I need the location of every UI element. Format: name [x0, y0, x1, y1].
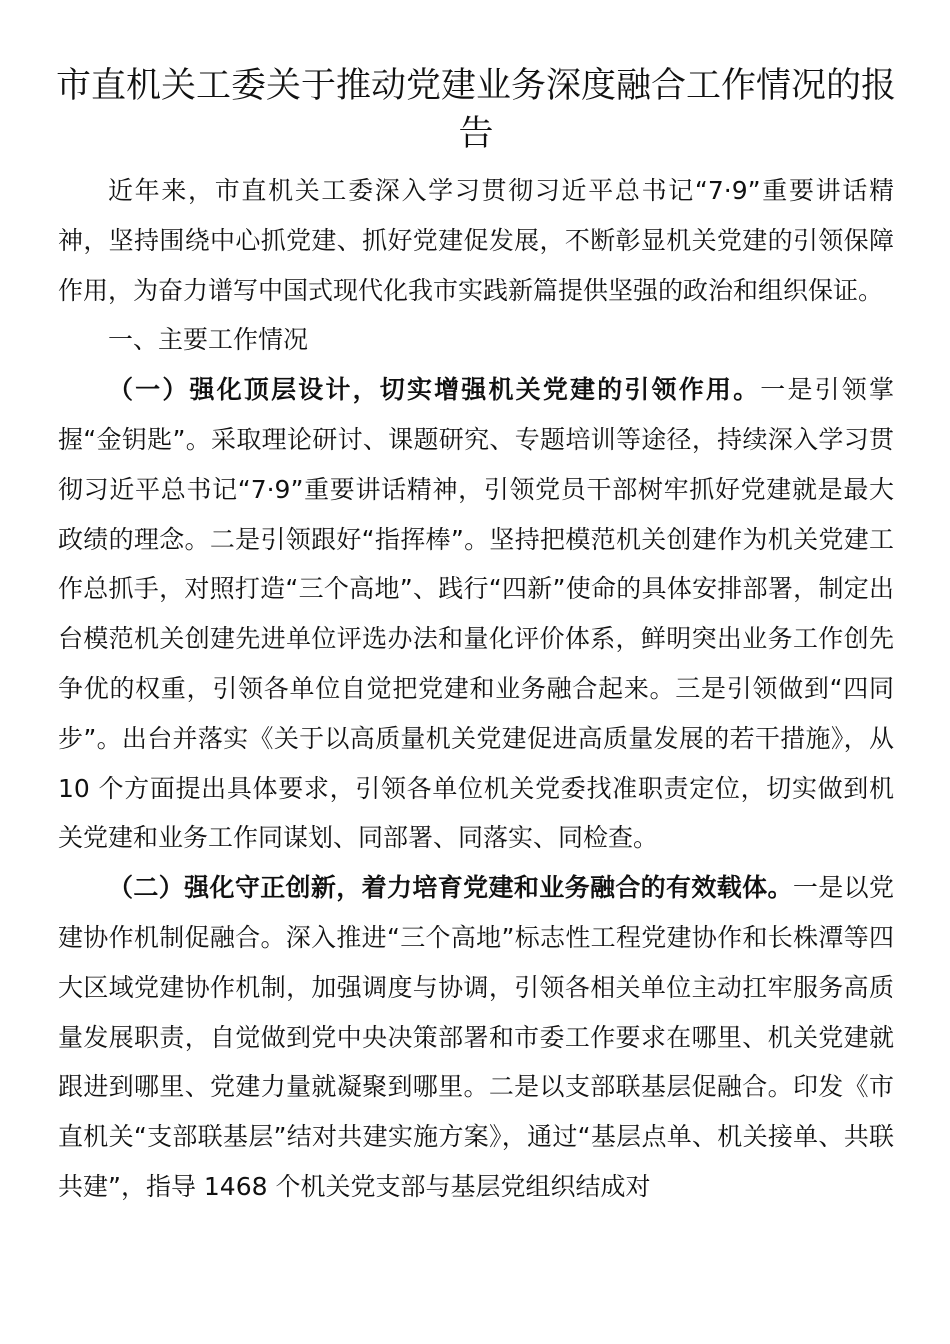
- item-2-paragraph: [58, 863, 894, 1212]
- document-page: [55, 62, 896, 1212]
- item-1-body: 一是引领掌握“金钥匙”。采取理论研讨、课题研究、专题培训等途径，持续深入学习贯彻习近平总书记“7·9”重要讲话精神，引领党员干部树牢抓好党建就是最大政绩的理念。二是引领跟好“指挥棒”。坚持把模范机关创建作为机关党建工作总抓手，对照打造“三个高地”、践行“四新”使命的具体安排部署，制定出台模范机关创建先进单位评选办法和量化评价体系，鲜明突出业务工作创先争优的权重，引领各单位自觉把党建和业务融合起来。三是引领做到“四同步”。出台并落实《关于以高质量机关党建促进高质量发展的若干措施》，从 10 个方面提出具体要求，引领各单位机关党委找准职责定位，切实做到机关党建和业务工作同谋划、同部署、同落实、同检查。: [58, 375, 894, 853]
- document-title: 市直机关工委关于推动党建业务深度融合工作情况的报告: [55, 66, 896, 154]
- item-2-body: 一是以党建协作机制促融合。深入推进“三个高地”标志性工程党建协作和长株潭等四大区域党建协作机制，加强调度与协调，引领各相关单位主动扛牢服务高质量发展职责，自觉做到党中央决策部署和市委工作要求在哪里、机关党建就跟进到哪里、党建力量就凝聚到哪里。二是以支部联基层促融合。印发《市直机关“支部联基层”结对共建实施方案》，通过“基层点单、机关接单、共联共建”，指导 1468 个机关党支部与基层党组织结成对: [58, 873, 894, 1201]
- intro-paragraph: 近年来，市直机关工委深入学习贯彻习近平总书记“7·9”重要讲话精神，坚持围绕中心抓党建、抓好党建促发展，不断彰显机关党建的引领保障作用，为奋力谱写中国式现代化我市实践新篇提供坚强的政治和组织保证。: [58, 176, 894, 305]
- section-heading-main-work: 一、主要工作情况: [108, 325, 309, 355]
- item-1-heading: （一）强化顶层设计，切实增强机关党建的引领作用。: [108, 375, 761, 405]
- item-2-heading: （二）强化守正创新，着力培育党建和业务融合的有效载体。: [108, 873, 793, 903]
- item-1-paragraph: [58, 365, 894, 863]
